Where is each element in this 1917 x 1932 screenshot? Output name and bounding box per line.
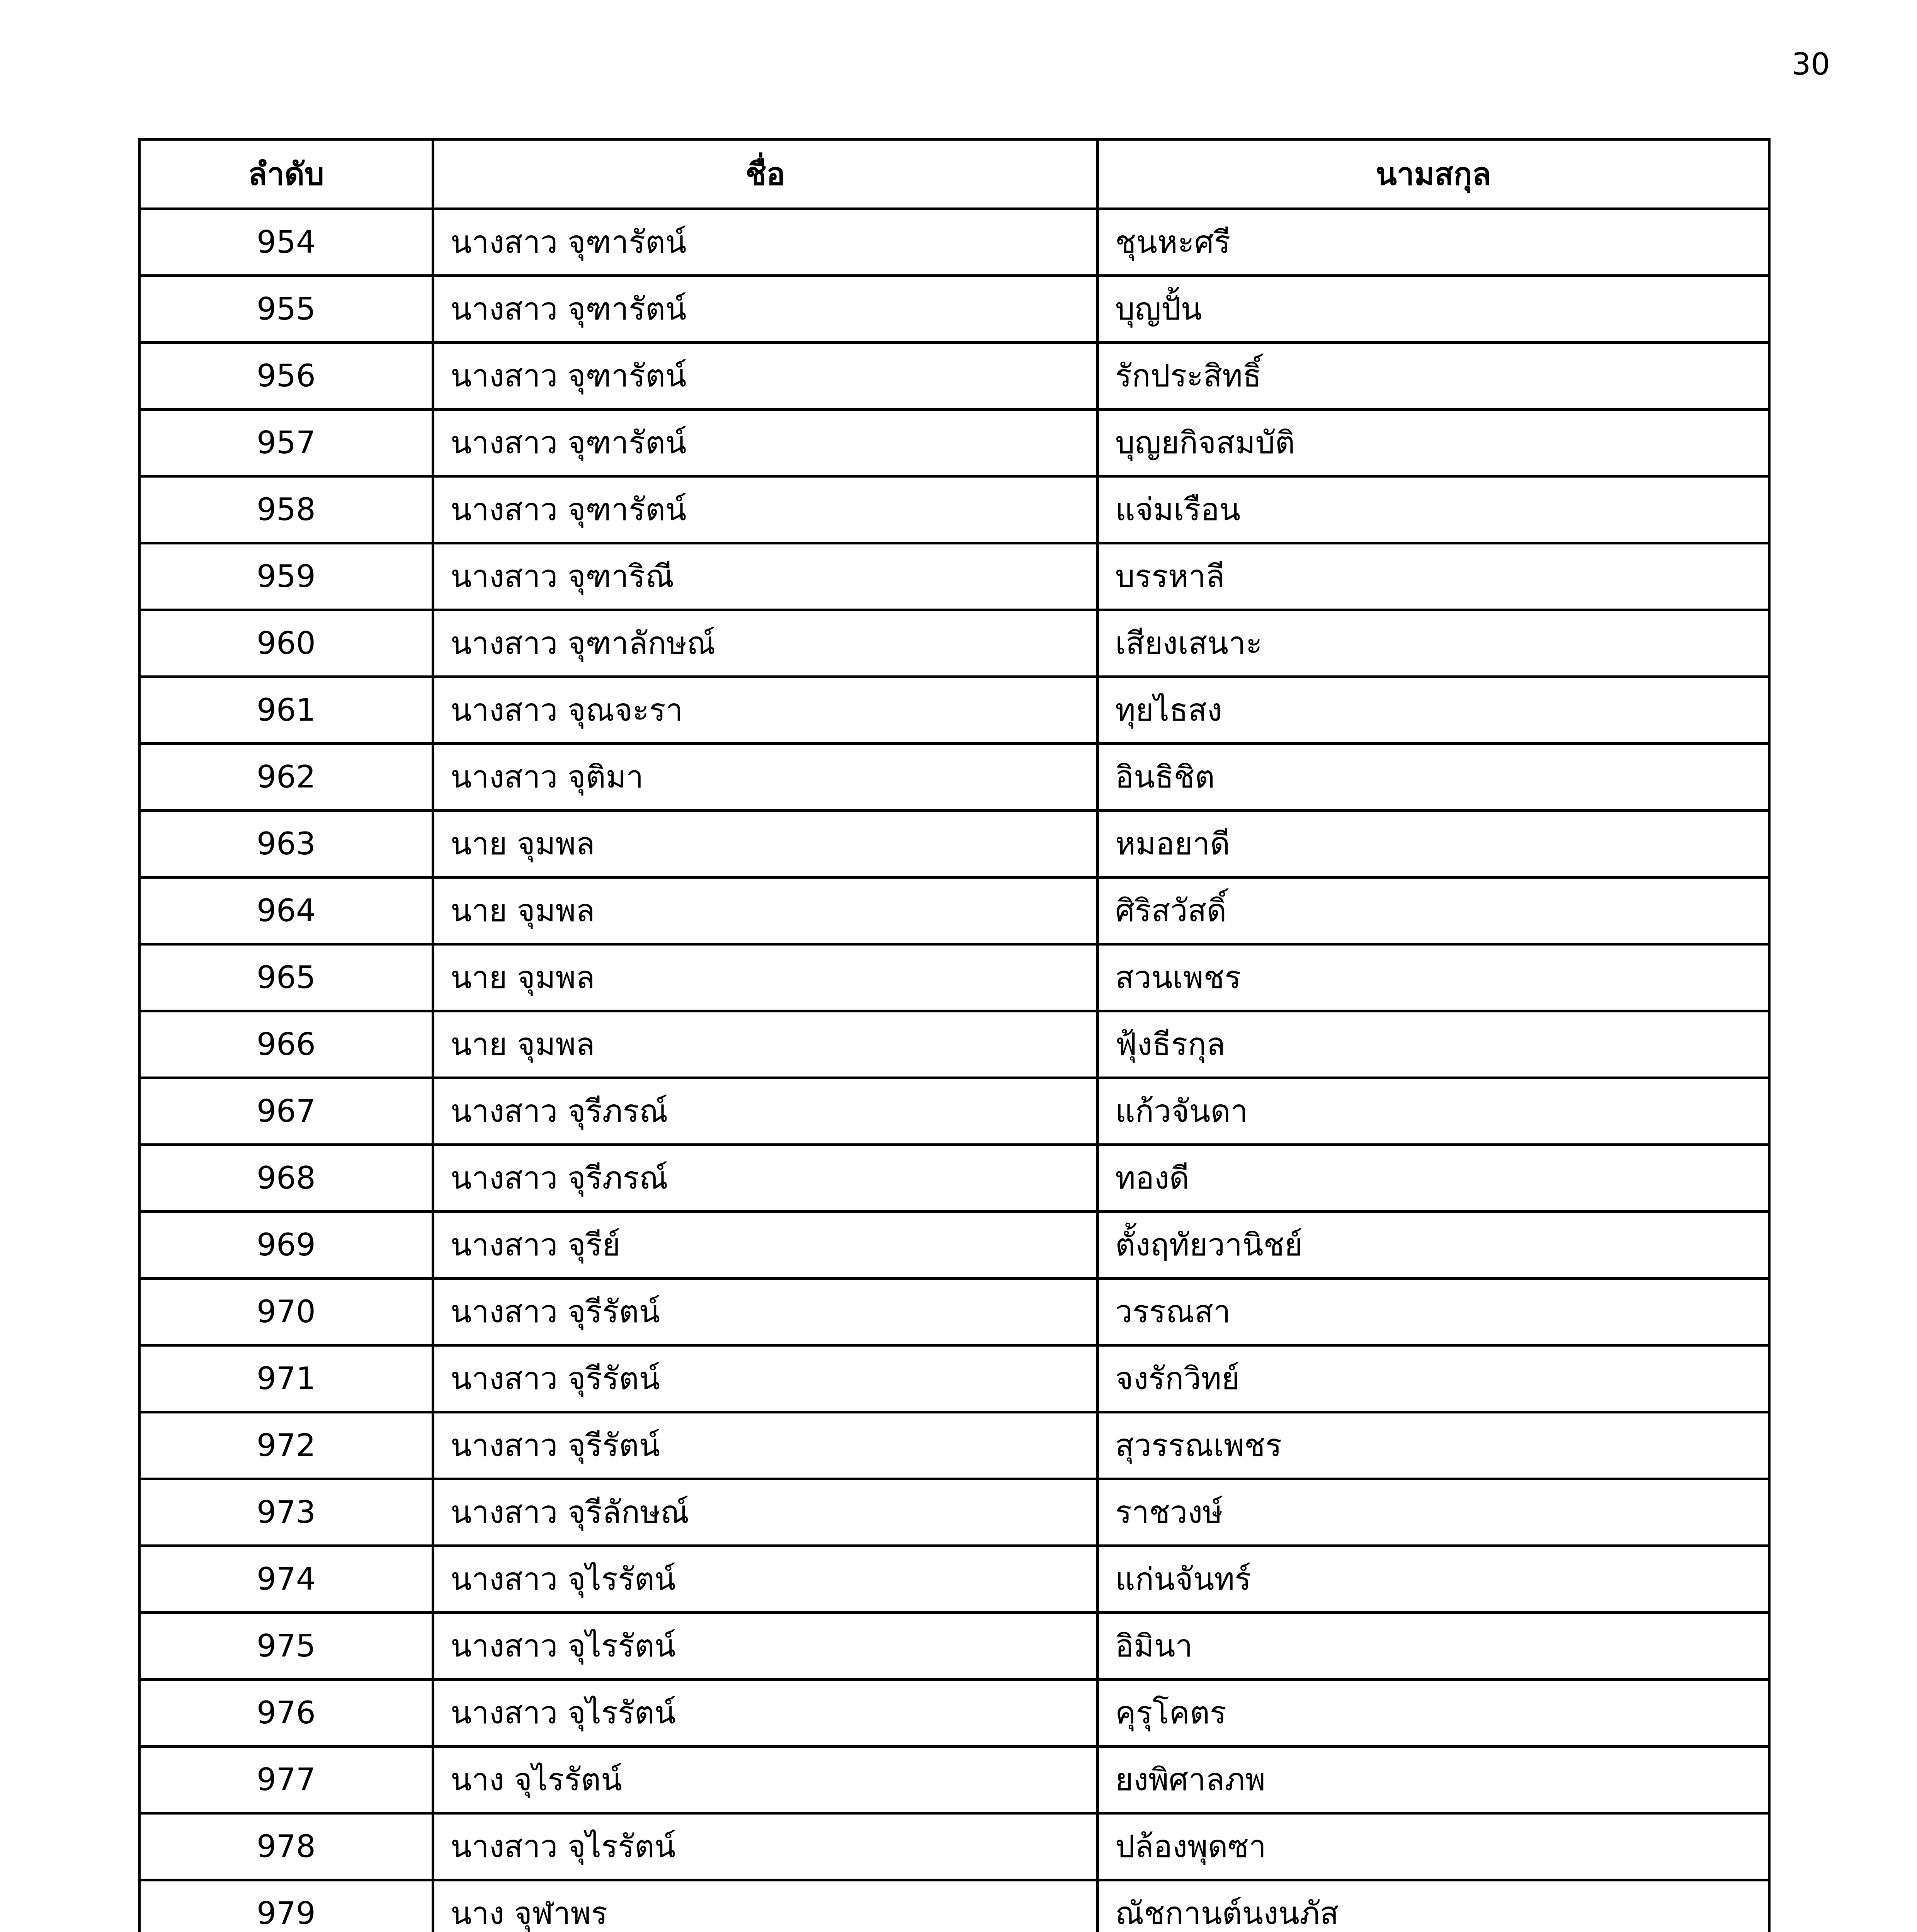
- surname-cell: ศิริสวัสดิ์: [1098, 878, 1769, 944]
- row-number-cell: 975: [139, 1613, 433, 1680]
- table-row: [139, 1813, 1769, 1880]
- surname-cell: สุวรรณเพชร: [1098, 1412, 1769, 1479]
- table-row: [139, 1613, 1769, 1680]
- surname-cell: ยงพิศาลภพ: [1098, 1747, 1769, 1813]
- row-number-cell: 973: [139, 1479, 433, 1546]
- table-row: [139, 1279, 1769, 1345]
- surname-cell: อิมินา: [1098, 1613, 1769, 1680]
- first-name-cell: นางสาว จุฑาริณี: [433, 543, 1098, 610]
- first-name-cell: นาย จุมพล: [433, 811, 1098, 878]
- surname-cell: ชุนหะศรี: [1098, 209, 1769, 276]
- row-number-cell: 960: [139, 610, 433, 677]
- surname-cell: รักประสิทธิ์: [1098, 343, 1769, 410]
- first-name-cell: นางสาว จุฑารัตน์: [433, 343, 1098, 410]
- table-row: [139, 1546, 1769, 1613]
- table-row: [139, 276, 1769, 343]
- surname-cell: ตั้งฤทัยวานิชย์: [1098, 1212, 1769, 1279]
- roster-table: [138, 138, 1771, 1932]
- row-number-cell: 964: [139, 878, 433, 944]
- row-number-cell: 958: [139, 476, 433, 543]
- first-name-cell: นางสาว จุฑารัตน์: [433, 410, 1098, 476]
- row-number-cell: 959: [139, 543, 433, 610]
- first-name-cell: นาย จุมพล: [433, 878, 1098, 944]
- first-name-cell: นางสาว จุฑารัตน์: [433, 209, 1098, 276]
- surname-cell: หมอยาดี: [1098, 811, 1769, 878]
- surname-cell: ทองดี: [1098, 1145, 1769, 1212]
- surname-cell: ปล้องพุดซา: [1098, 1813, 1769, 1880]
- row-number-cell: 954: [139, 209, 433, 276]
- header-name: ชื่อ: [433, 139, 1098, 209]
- table-row: [139, 543, 1769, 610]
- first-name-cell: นางสาว จุรีภรณ์: [433, 1145, 1098, 1212]
- table-row: [139, 677, 1769, 744]
- row-number-cell: 978: [139, 1813, 433, 1880]
- table-row: [139, 1145, 1769, 1212]
- table-body: [139, 209, 1769, 1932]
- first-name-cell: นางสาว จุฑาลักษณ์: [433, 610, 1098, 677]
- surname-cell: แก้วจันดา: [1098, 1078, 1769, 1145]
- surname-cell: อินธิชิต: [1098, 744, 1769, 811]
- table-row: [139, 1212, 1769, 1279]
- first-name-cell: นาย จุมพล: [433, 1011, 1098, 1078]
- surname-cell: จงรักวิทย์: [1098, 1345, 1769, 1412]
- table-row: [139, 209, 1769, 276]
- first-name-cell: นางสาว จุฑารัตน์: [433, 476, 1098, 543]
- table-row: [139, 744, 1769, 811]
- row-number-cell: 971: [139, 1345, 433, 1412]
- row-number-cell: 963: [139, 811, 433, 878]
- row-number-cell: 955: [139, 276, 433, 343]
- row-number-cell: 966: [139, 1011, 433, 1078]
- surname-cell: ทุยไธสง: [1098, 677, 1769, 744]
- table-row: [139, 476, 1769, 543]
- surname-cell: บรรหาลี: [1098, 543, 1769, 610]
- surname-cell: ฟุ้งธีรกุล: [1098, 1011, 1769, 1078]
- first-name-cell: นางสาว จุฑารัตน์: [433, 276, 1098, 343]
- first-name-cell: นางสาว จุติมา: [433, 744, 1098, 811]
- table-row: [139, 1680, 1769, 1747]
- table-row: [139, 1479, 1769, 1546]
- table-row: [139, 410, 1769, 476]
- first-name-cell: นางสาว จุรีรัตน์: [433, 1279, 1098, 1345]
- row-number-cell: 969: [139, 1212, 433, 1279]
- table-row: [139, 1345, 1769, 1412]
- first-name-cell: นาง จุฬาพร: [433, 1880, 1098, 1932]
- page-number: 30: [1791, 47, 1830, 82]
- surname-cell: บุญยกิจสมบัติ: [1098, 410, 1769, 476]
- first-name-cell: นางสาว จุรีรัตน์: [433, 1345, 1098, 1412]
- first-name-cell: นางสาว จุณจะรา: [433, 677, 1098, 744]
- row-number-cell: 972: [139, 1412, 433, 1479]
- row-number-cell: 961: [139, 677, 433, 744]
- surname-cell: ณัชกานต์นงนภัส: [1098, 1880, 1769, 1932]
- first-name-cell: นางสาว จุรีรัตน์: [433, 1412, 1098, 1479]
- table-row: [139, 1747, 1769, 1813]
- first-name-cell: นางสาว จุไรรัตน์: [433, 1613, 1098, 1680]
- first-name-cell: นางสาว จุไรรัตน์: [433, 1813, 1098, 1880]
- table-row: [139, 944, 1769, 1011]
- row-number-cell: 965: [139, 944, 433, 1011]
- row-number-cell: 976: [139, 1680, 433, 1747]
- table-row: [139, 1011, 1769, 1078]
- row-number-cell: 967: [139, 1078, 433, 1145]
- row-number-cell: 962: [139, 744, 433, 811]
- row-number-cell: 957: [139, 410, 433, 476]
- table-row: [139, 610, 1769, 677]
- surname-cell: คุรุโคตร: [1098, 1680, 1769, 1747]
- surname-cell: แจ่มเรือน: [1098, 476, 1769, 543]
- first-name-cell: นางสาว จุรีภรณ์: [433, 1078, 1098, 1145]
- surname-cell: แก่นจันทร์: [1098, 1546, 1769, 1613]
- surname-cell: เสียงเสนาะ: [1098, 610, 1769, 677]
- first-name-cell: นางสาว จุรีย์: [433, 1212, 1098, 1279]
- surname-cell: สวนเพชร: [1098, 944, 1769, 1011]
- row-number-cell: 970: [139, 1279, 433, 1345]
- first-name-cell: นางสาว จุไรรัตน์: [433, 1546, 1098, 1613]
- table-row: [139, 1412, 1769, 1479]
- row-number-cell: 956: [139, 343, 433, 410]
- surname-cell: บุญปั้น: [1098, 276, 1769, 343]
- row-number-cell: 979: [139, 1880, 433, 1932]
- table-row: [139, 1880, 1769, 1932]
- surname-cell: วรรณสา: [1098, 1279, 1769, 1345]
- table-row: [139, 878, 1769, 944]
- first-name-cell: นางสาว จุไรรัตน์: [433, 1680, 1098, 1747]
- header-no: ลำดับ: [139, 139, 433, 209]
- row-number-cell: 977: [139, 1747, 433, 1813]
- row-number-cell: 968: [139, 1145, 433, 1212]
- table-header-row: [139, 139, 1769, 209]
- header-surname: นามสกุล: [1098, 139, 1769, 209]
- row-number-cell: 974: [139, 1546, 433, 1613]
- first-name-cell: นาง จุไรรัตน์: [433, 1747, 1098, 1813]
- table-row: [139, 1078, 1769, 1145]
- first-name-cell: นาย จุมพล: [433, 944, 1098, 1011]
- table-row: [139, 811, 1769, 878]
- first-name-cell: นางสาว จุรีลักษณ์: [433, 1479, 1098, 1546]
- table-row: [139, 343, 1769, 410]
- surname-cell: ราชวงษ์: [1098, 1479, 1769, 1546]
